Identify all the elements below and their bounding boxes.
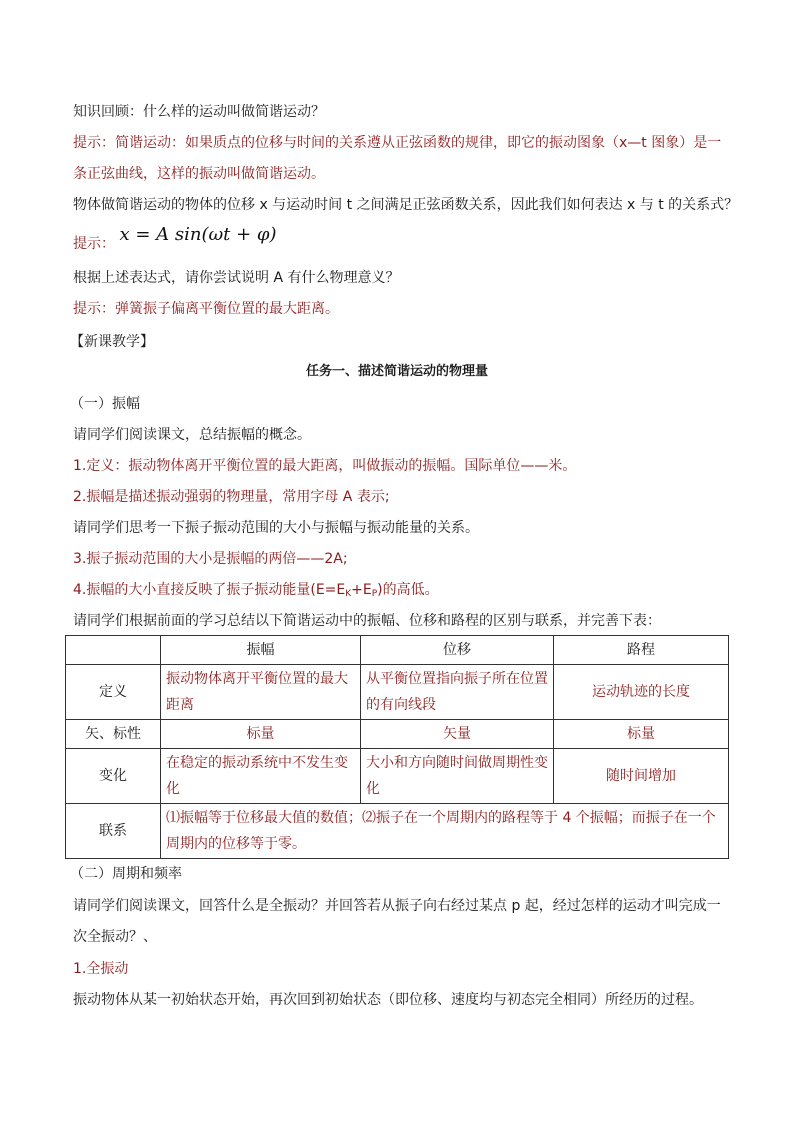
question-2: 物体做简谐运动的物体的位移 x 与运动时间 t 之间满足正弦函数关系，因此我们如何表达 x 与 t 的关系式？: [73, 197, 739, 213]
point-4: 4.振幅的大小直接反映了振子振动能量$(E=E_K+E_P)$的高低。: [73, 582, 439, 599]
table-row-relation: [66, 804, 729, 859]
comparison-table: [65, 635, 729, 859]
section-1-intro: 请同学们阅读课文，总结振幅的概念。: [73, 427, 311, 443]
section-2-title: （二）周期和频率: [70, 866, 182, 882]
table-cell: 标量: [161, 720, 361, 749]
task-title: 任务一、描述简谐运动的物理量: [305, 364, 488, 379]
table-cell: 标量: [554, 720, 729, 749]
hint-2: [73, 224, 277, 254]
point-3: 3.振子振动范围的大小是振幅的两倍——2A;: [73, 551, 348, 567]
hint-2-label: 提示：: [73, 236, 115, 252]
table-cell: 从平衡位置指向振子所在位置的有向线段: [361, 665, 554, 720]
hint-1-line-a: 提示：简谐运动：如果质点的位移与时间的关系遵从正弦函数的规律，即它的振动图象（x—t 图象）是一: [73, 135, 722, 151]
section-2-intro-b: 次全振动？、: [73, 929, 157, 945]
row-label: 联系: [66, 804, 161, 859]
point-1: 1.定义：振动物体离开平衡位置的最大距离，叫做振动的振幅。国际单位——米。: [73, 458, 577, 474]
table-cell: ⑴振幅等于位移最大值的数值；⑵振子在一个周期内的路程等于 4 个振幅；而振子在一个周期内的位移等于零。: [161, 804, 729, 859]
table-header-row: [66, 636, 729, 665]
row-label: 定义: [66, 665, 161, 720]
point-2: 2.振幅是描述振动强弱的物理量，常用字母 A 表示;: [73, 489, 390, 505]
table-cell: 大小和方向随时间做周期性变化: [361, 749, 554, 804]
table-cell: 矢量: [361, 720, 554, 749]
header-cell: 振幅: [161, 636, 361, 665]
table-cell: 在稳定的振动系统中不发生变化: [161, 749, 361, 804]
section-2-item-1: 1.全振动: [73, 961, 129, 977]
new-lesson-header: 【新课教学】: [70, 334, 154, 350]
header-cell: 路程: [554, 636, 729, 665]
hint-1-line-b: 条正弦曲线，这样的振动叫做简谐运动。: [73, 166, 325, 182]
table-row-vector-scalar: [66, 720, 729, 749]
hint-3: 提示：弹簧振子偏离平衡位置的最大距离。: [73, 301, 339, 317]
think-prompt: 请同学们思考一下振子振动范围的大小与振幅与振动能量的关系。: [73, 520, 479, 536]
table-cell: 振动物体离开平衡位置的最大距离: [161, 665, 361, 720]
section-2-intro-a: 请同学们阅读课文，回答什么是全振动？并回答若从振子向右经过某点 p 起，经过怎样的运动才叫完成一: [73, 898, 721, 914]
review-question: 知识回顾：什么样的运动叫做简谐运动？: [73, 104, 325, 120]
shm-formula: x = A sin(ωt + φ): [119, 224, 277, 245]
row-label: 变化: [66, 749, 161, 804]
table-cell: 运动轨迹的长度: [554, 665, 729, 720]
table-cell: 随时间增加: [554, 749, 729, 804]
section-2-item-1-def: 振动物体从某一初始状态开始，再次回到初始状态（即位移、速度均与初态完全相同）所经历的过程。: [73, 992, 703, 1008]
row-label: 矢、标性: [66, 720, 161, 749]
question-3: 根据上述表达式，请你尝试说明 A 有什么物理意义？: [73, 270, 400, 286]
section-1-title: （一）振幅: [70, 396, 140, 412]
table-row-change: [66, 749, 729, 804]
header-cell: [66, 636, 161, 665]
header-cell: 位移: [361, 636, 554, 665]
table-row-definition: [66, 665, 729, 720]
table-intro: 请同学们根据前面的学习总结以下简谐运动中的振幅、位移和路程的区别与联系，并完善下表：: [73, 613, 661, 629]
